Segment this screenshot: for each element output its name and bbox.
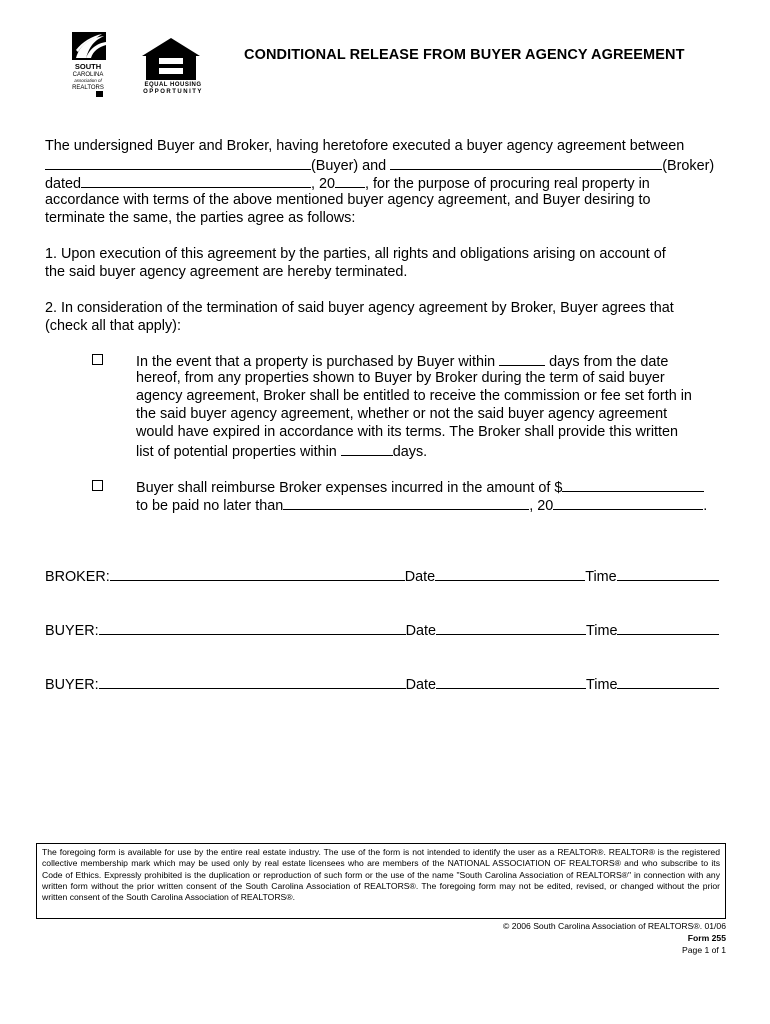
buyer1-date-label: Date <box>405 623 436 639</box>
paid-by-date-field[interactable] <box>283 495 529 510</box>
document-title: CONDITIONAL RELEASE FROM BUYER AGENCY AGREEMENT <box>244 47 685 63</box>
clause2-line2: (check all that apply): <box>45 318 181 334</box>
equal-housing-text <box>138 82 208 96</box>
eho-line2: OPPORTUNITY <box>143 89 203 95</box>
signature-row-buyer1 <box>45 620 719 639</box>
option1-checkbox[interactable] <box>92 354 103 365</box>
intro-line4: accordance with terms of the above mentioned buyer agency agreement, and Buyer desiring to <box>45 192 651 208</box>
clause2-line1: 2. In consideration of the termination of said buyer agency agreement by Broker, Buyer agrees that <box>45 300 674 316</box>
clause1-line1: 1. Upon execution of this agreement by the parties, all rights and obligations arising on account of <box>45 246 666 262</box>
option1-line2: hereof, from any properties shown to Buyer by Broker during the term of said buyer <box>136 370 665 386</box>
buyer-name-field[interactable] <box>45 155 311 170</box>
option1-line5: would have expired in accordance with its terms. The Broker shall provide this written <box>136 424 679 440</box>
option2-checkbox[interactable] <box>92 480 103 491</box>
footer-copyright: © 2006 South Carolina Association of REALTORS®. 01/06 <box>502 921 726 931</box>
option2-l2-pre: to be paid no later than <box>136 498 284 514</box>
sc-logo-line3: association of <box>74 78 102 83</box>
footer-disclaimer-box <box>36 843 726 919</box>
broker-signature-field[interactable] <box>110 566 405 581</box>
buyer2-sig-label: BUYER: <box>45 677 99 693</box>
buyer-label: (Buyer) and <box>311 158 387 174</box>
footer-disclaimer: The foregoing form is available for use by the entire real estate industry. The use of the form is not intended to identify the user as a REALTOR®. REALTOR® is the registered collective membership mark which may be used only by real estate licensees who are members of the NATIONAL ASSOCIATION OF REALTORS® and who subscribe to its Code of Ethics. Expressly prohibited is the duplication or reproduction of such form or the use of the name "South Carolina Association of REALTORS®" in connection with any written form without the prior written consent of the South Carolina Association of REALTORS®. The foregoing form may not be edited, revised, or changed without the prior written consent of the South Carolina Association of REALTORS®. <box>42 847 720 903</box>
intro-line3-tail: , for the purpose of procuring real property in <box>365 176 650 192</box>
option1-l1-post: days from the date <box>549 354 669 370</box>
broker-date-label: Date <box>404 569 436 585</box>
sc-logo-line1: SOUTH <box>74 62 102 71</box>
option1-line1 <box>136 351 668 371</box>
option2-line1 <box>136 477 704 497</box>
footer-form-number: Form 255 <box>687 933 726 943</box>
buyer1-time-label: Time <box>586 623 618 639</box>
signature-row-buyer2 <box>45 674 719 693</box>
south-carolina-realtors-logo <box>66 30 110 100</box>
option1-line3: agency agreement, Broker shall be entitled to receive the commission or fee set forth in <box>136 388 692 404</box>
sc-logo-line4: REALTORS <box>72 85 104 91</box>
option2-l1: Buyer shall reimburse Broker expenses incurred in the amount of $ <box>136 480 563 496</box>
year-field[interactable] <box>335 173 365 188</box>
broker-time-label: Time <box>585 569 617 585</box>
paid-by-year-field[interactable] <box>553 495 703 510</box>
days-field-1[interactable] <box>499 351 545 366</box>
buyer2-time-label: Time <box>586 677 618 693</box>
option1-l6-pre: list of potential properties within <box>136 444 337 460</box>
intro-line3 <box>45 173 650 193</box>
buyer2-date-field[interactable] <box>436 674 586 689</box>
buyer1-time-field[interactable] <box>617 620 719 635</box>
eho-line1: EQUAL HOUSING <box>144 82 202 88</box>
signature-row-broker <box>45 566 719 585</box>
intro-line2 <box>45 155 714 175</box>
year-prefix: , 20 <box>311 176 336 192</box>
buyer2-signature-field[interactable] <box>99 674 406 689</box>
sc-logo-line2: CAROLINA <box>72 72 104 78</box>
broker-time-field[interactable] <box>617 566 719 581</box>
clause1-line2: the said buyer agency agreement are hereby terminated. <box>45 264 408 280</box>
buyer2-time-field[interactable] <box>617 674 719 689</box>
option1-line6 <box>136 441 427 461</box>
amount-field[interactable] <box>562 477 704 492</box>
option2-l2-mid: , 20 <box>529 498 554 514</box>
broker-date-field[interactable] <box>435 566 585 581</box>
days-field-2[interactable] <box>341 441 393 456</box>
buyer1-sig-label: BUYER: <box>45 623 99 639</box>
option1-l1-pre: In the event that a property is purchased by Buyer within <box>136 354 496 370</box>
broker-sig-label: BROKER: <box>45 569 110 585</box>
broker-name-field[interactable] <box>390 155 662 170</box>
option1-l6-post: days. <box>392 444 428 460</box>
option1-line4: the said buyer agency agreement, whether or not the said buyer agency agreement <box>136 406 668 422</box>
intro-line1: The undersigned Buyer and Broker, having heretofore executed a buyer agency agreement between <box>45 138 685 154</box>
dated-field[interactable] <box>81 173 311 188</box>
broker-label: (Broker) <box>662 158 715 174</box>
option2-line2 <box>136 495 707 515</box>
option2-l2-end: . <box>703 498 708 514</box>
buyer2-date-label: Date <box>405 677 436 693</box>
buyer1-signature-field[interactable] <box>99 620 406 635</box>
dated-label: dated <box>45 176 82 192</box>
footer-page-number: Page 1 of 1 <box>682 945 726 955</box>
buyer1-date-field[interactable] <box>436 620 586 635</box>
intro-line5: terminate the same, the parties agree as follows: <box>45 210 356 226</box>
